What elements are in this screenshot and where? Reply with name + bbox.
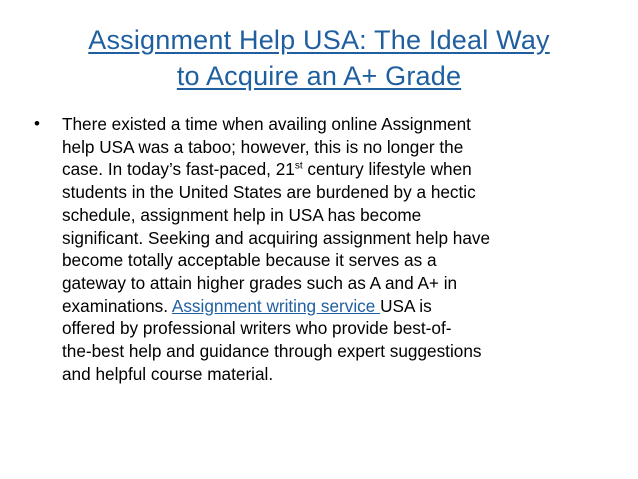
paragraph-line: offered by professional writers who provide best-of-: [62, 318, 452, 339]
bullet-icon: •: [34, 114, 40, 133]
bullet-paragraph: [62, 113, 604, 385]
paragraph-line: [62, 295, 604, 318]
paragraph-line: schedule, assignment help in USA has become: [62, 204, 422, 225]
slide-body: [34, 113, 604, 385]
title-line-2: to Acquire an A+ Grade: [176, 61, 462, 91]
paragraph-line: There existed a time when availing online Assignment: [62, 114, 471, 134]
line-text: examinations.: [62, 295, 172, 316]
slide-title: [30, 22, 608, 94]
paragraph-line: help USA was a taboo; however, this is no longer the: [62, 136, 464, 157]
bullet-item: [34, 113, 604, 385]
paragraph-line: [62, 158, 604, 181]
assignment-writing-service-link[interactable]: Assignment writing service: [171, 295, 381, 316]
line-text: USA is: [380, 295, 432, 316]
paragraph-line: significant. Seeking and acquiring assignment help have: [62, 227, 491, 248]
line-text: case. In today’s fast-paced, 21: [62, 159, 295, 180]
paragraph-line: the-best help and guidance through expert suggestions: [62, 341, 482, 362]
superscript-text: st: [294, 160, 303, 172]
line-text: century lifestyle when: [302, 159, 472, 180]
paragraph-line: gateway to attain higher grades such as A and A+ in: [62, 272, 458, 293]
paragraph-line: students in the United States are burdened by a hectic: [62, 182, 476, 203]
title-line-1: Assignment Help USA: The Ideal Way: [88, 25, 550, 55]
paragraph-line: and helpful course material.: [62, 363, 274, 384]
paragraph-line: become totally acceptable because it serves as a: [62, 250, 437, 271]
